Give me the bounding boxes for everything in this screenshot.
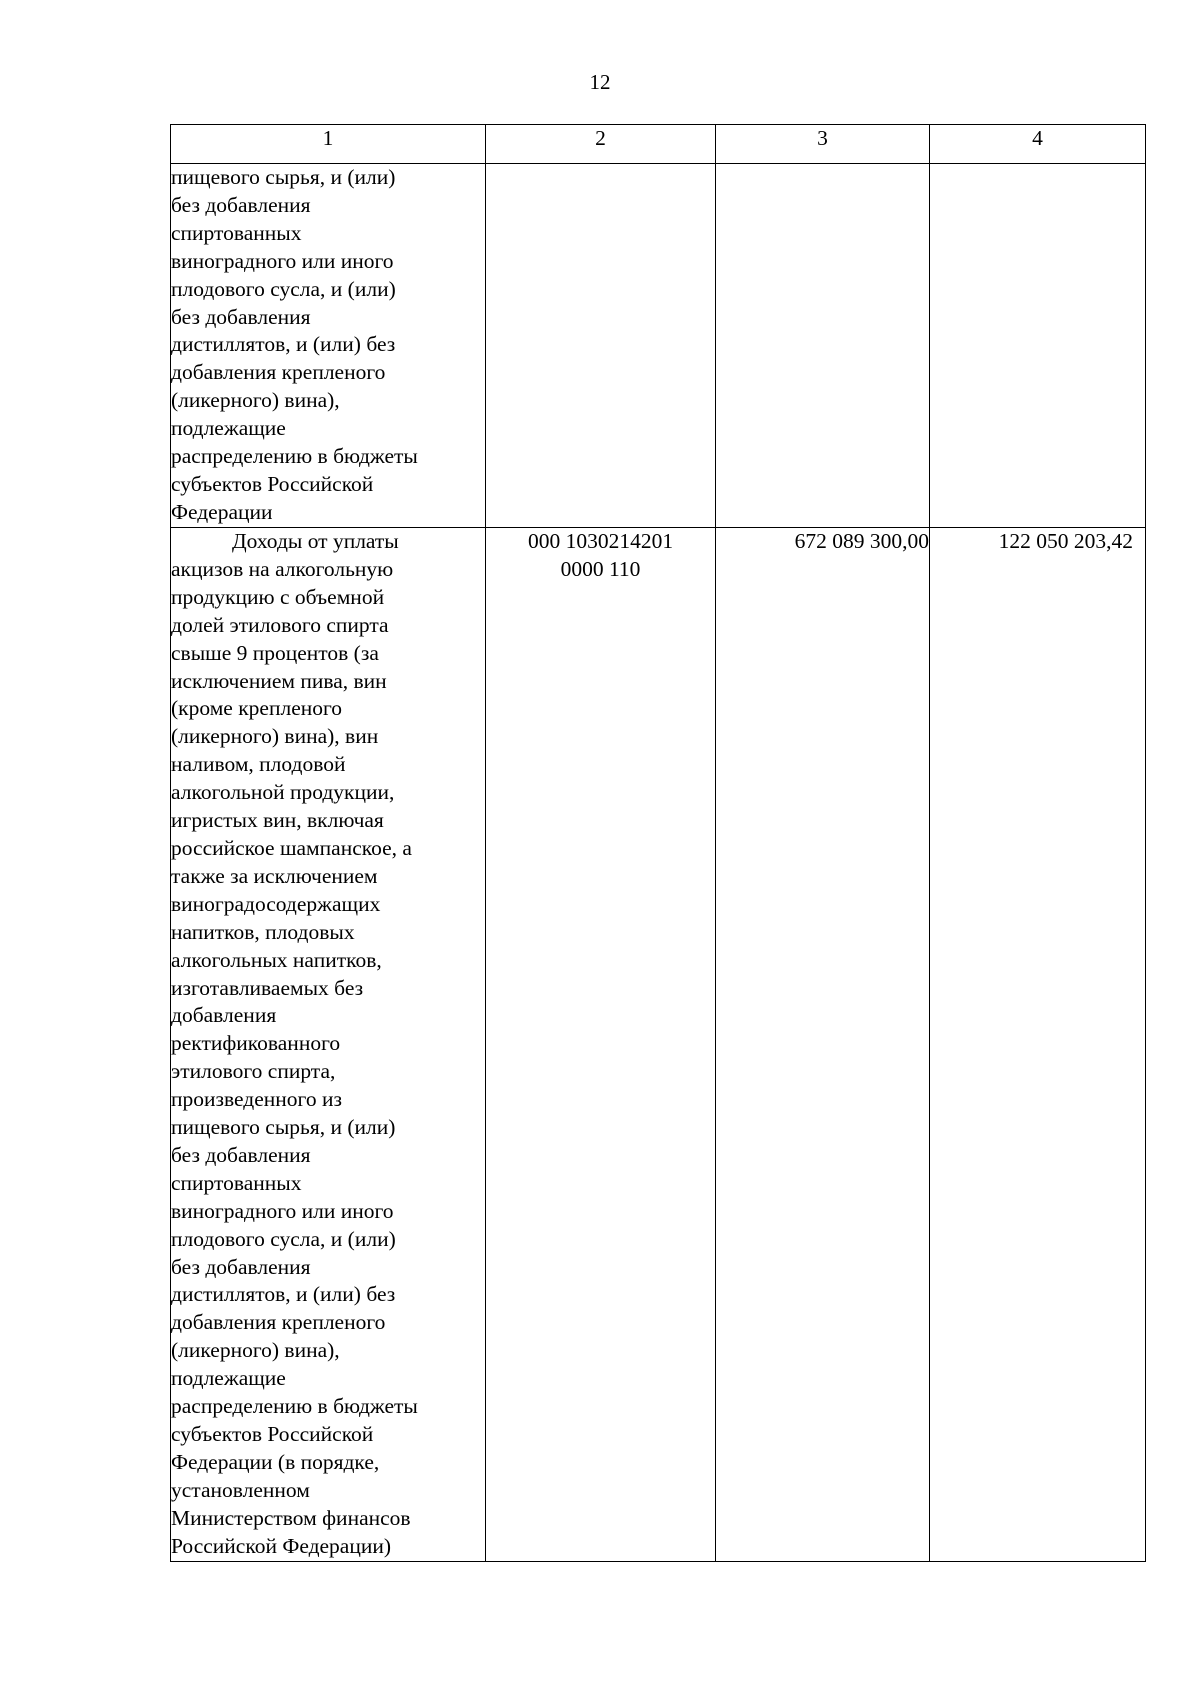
row2-line: акцизов на алкогольную (171, 556, 394, 581)
row2-line: Российской Федерации) (171, 1533, 392, 1558)
row2-line: распределению в бюджеты (171, 1394, 418, 1419)
row2-line: добавления (171, 1003, 277, 1028)
row2-line: добавления крепленого (171, 1310, 386, 1335)
row2-line: Доходы от уплаты (232, 529, 399, 553)
row2-line: виноградосодержащих (171, 891, 381, 916)
row2-line: без добавления (171, 1254, 311, 1279)
header-col-1: 1 (171, 125, 486, 164)
row2-code-line: 000 1030214201 (527, 529, 674, 553)
row1-line: пищевого сырья, и (или) (171, 165, 396, 189)
row1-line: Федерации (171, 499, 273, 524)
table-row (171, 164, 1146, 528)
row2-line: алкогольных напитков, (171, 947, 382, 972)
row2-line: виноградного или иного (171, 1198, 394, 1223)
row2-col4-amount: 122 050 203,42 (930, 528, 1146, 1562)
row2-line: игристых вин, включая (171, 808, 384, 833)
row1-code (486, 164, 716, 528)
row1-line: виноградного или иного (171, 248, 394, 273)
row2-line: долей этилового спирта (171, 612, 389, 637)
row1-line: (ликерного) вина), (171, 388, 340, 413)
row2-line: (ликерного) вина), вин (171, 724, 379, 749)
row2-line: Федерации (в порядке, (171, 1449, 380, 1474)
header-col-4: 4 (930, 125, 1146, 164)
row2-line: свыше 9 процентов (за (171, 640, 379, 665)
row2-line: дистиллятов, и (или) без (171, 1282, 396, 1307)
revenue-table (170, 124, 1146, 1562)
row1-line: без добавления (171, 192, 311, 217)
row2-line: без добавления (171, 1142, 311, 1167)
row1-line: плодового сусла, и (или) (171, 276, 396, 301)
row1-col4 (930, 164, 1146, 528)
row2-line: напитков, плодовых (171, 919, 355, 944)
row2-line: наливом, плодовой (171, 752, 346, 777)
row2-line: установленном (171, 1477, 310, 1502)
table-row (171, 528, 1146, 1562)
row1-line: добавления крепленого (171, 360, 386, 385)
row2-col3-amount: 672 089 300,00 (716, 528, 930, 1562)
row1-line: без добавления (171, 304, 311, 329)
page-number: 12 (589, 70, 611, 94)
row2-line: также за исключением (171, 863, 378, 888)
row2-description (171, 528, 486, 1562)
row2-line: продукцию с объемной (171, 584, 385, 609)
row2-line: плодового сусла, и (или) (171, 1226, 396, 1251)
row2-line: субъектов Российской (171, 1422, 374, 1446)
row2-line: этилового спирта, (171, 1059, 336, 1084)
row2-line: Министерством финансов (171, 1505, 411, 1530)
row2-line: исключением пива, вин (171, 668, 387, 693)
row2-line: спиртованных (171, 1170, 302, 1195)
row2-line: произведенного из (171, 1087, 342, 1112)
row2-line: российское шампанское, а (171, 835, 412, 860)
row2-line: ректификованного (171, 1031, 341, 1056)
row2-line: алкогольной продукции, (171, 780, 395, 805)
row2-code (486, 528, 716, 1562)
row1-line: субъектов Российской (171, 471, 374, 496)
row2-code-line: 0000 110 (560, 556, 641, 581)
header-col-3: 3 (716, 125, 930, 164)
row2-line: изготавливаемых без (171, 975, 364, 1000)
row1-line: спиртованных (171, 220, 302, 245)
row1-line: подлежащие (171, 416, 286, 441)
row1-line: распределению в бюджеты (171, 444, 418, 469)
row1-line: дистиллятов, и (или) без (171, 332, 396, 357)
table-header-row (171, 125, 1146, 164)
row1-col3 (716, 164, 930, 528)
header-col-2: 2 (486, 125, 716, 164)
row2-line: (кроме крепленого (171, 696, 343, 721)
row2-line: (ликерного) вина), (171, 1338, 340, 1363)
row1-description (171, 164, 486, 528)
row2-line: пищевого сырья, и (или) (171, 1115, 396, 1140)
row2-line: подлежащие (171, 1366, 286, 1391)
